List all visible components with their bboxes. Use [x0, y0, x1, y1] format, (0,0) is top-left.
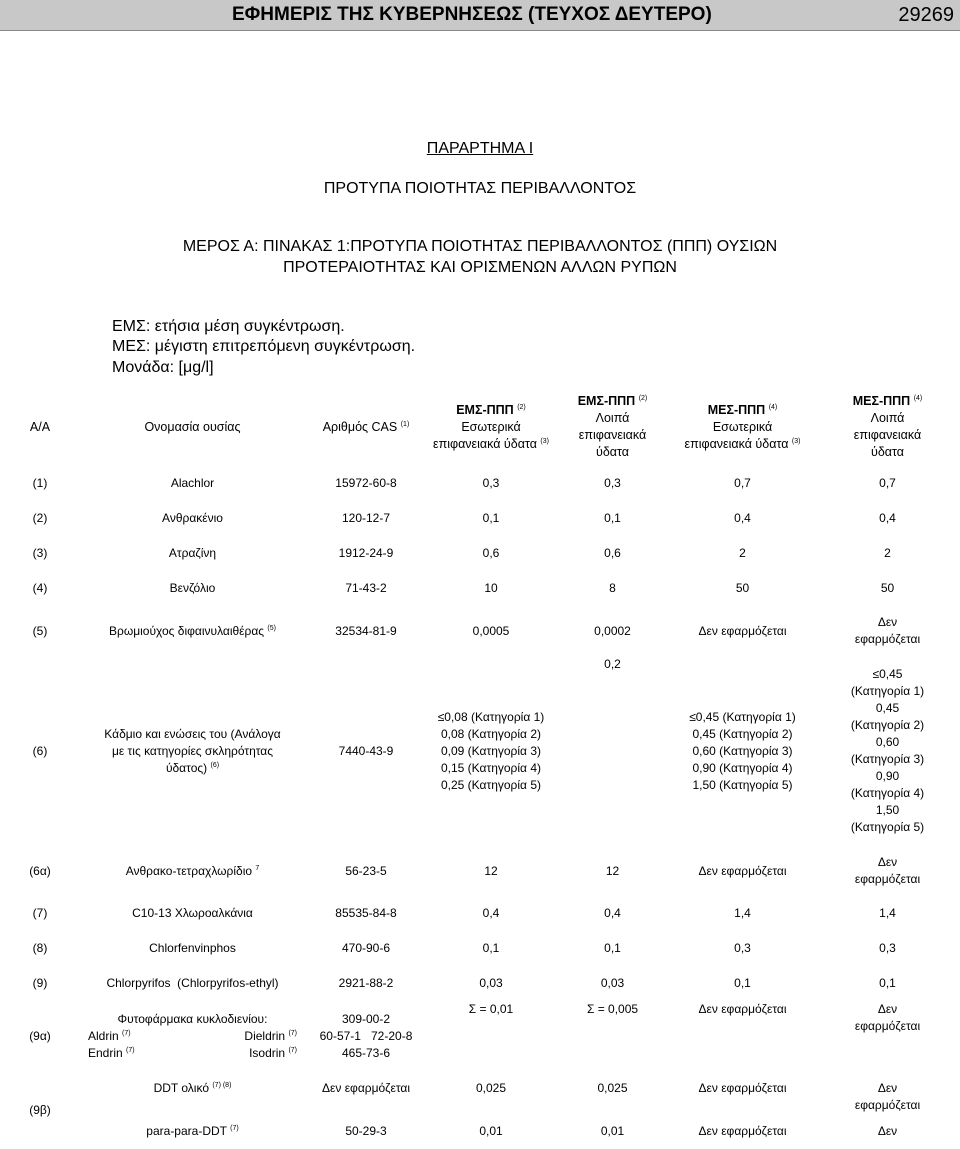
value-ems-inland: 0,1: [482, 941, 500, 955]
value-mes-other: 1,4: [879, 906, 896, 920]
value-mes-inland: 1,4: [734, 906, 751, 920]
cas-number: 56-23-5: [345, 863, 387, 878]
intro-line-mes: ΜΕΣ: μέγιστη επιτρεπόμενη συγκέντρωση.: [112, 338, 416, 355]
header-name: Ονομασία ουσίας: [144, 419, 241, 434]
value-mes-other: Δεν εφαρμόζεται: [854, 1002, 921, 1033]
annex-title: ΠΑΡΑΡΤΗΜΑ Ι: [426, 140, 534, 157]
cas-number: 32534-81-9: [335, 623, 397, 638]
table-row: [0, 606, 960, 656]
value-mes-inland: 0,3: [734, 941, 751, 955]
cas-number: 15972-60-8: [335, 476, 397, 490]
cas-number: Δεν εφαρμόζεται 50-29-3: [322, 1081, 410, 1138]
value-ems-inland: 0,025 0,01: [475, 1081, 507, 1138]
value-mes-inland: 0,1: [734, 976, 751, 990]
cas-number: 71-43-2: [345, 581, 387, 595]
header-ems-inland: ΕΜΣ-ΠΠΠ $^{(2)}$ Εσωτερικά επιφανειακά ύδατα $^{(3)}$: [433, 402, 549, 451]
value-ems-other: Σ = 0,005: [586, 1002, 639, 1016]
table-row: [0, 656, 960, 846]
value-mes-inland: Δεν εφαρμόζεται Δεν εφαρμόζεται: [698, 1081, 787, 1138]
substance-name: Alachlor: [170, 476, 215, 490]
value-mes-other: Δεν εφαρμόζεται: [854, 615, 921, 646]
header-mes-other: ΜΕΣ-ΠΠΠ $^{(4)}$ Λοιπά επιφανειακά ύδατα: [852, 394, 923, 459]
value-mes-other: Δεν εφαρμόζεται Δεν: [854, 1081, 921, 1138]
value-ems-other: 0,3: [604, 476, 621, 490]
value-ems-other: 0,2: [604, 657, 621, 671]
page-number: 29269: [898, 4, 954, 26]
value-mes-other: 0,1: [879, 976, 896, 990]
value-mes-other: ≤0,45 (Κατηγορία 1) 0,45 (Κατηγορία 2) 0,60 (Κατηγορία 3) 0,90 (Κατηγορία 4) 1,50 (Κατηγορία 5): [850, 667, 925, 834]
gazette-title: ΕΦΗΜΕΡΙΣ ΤΗΣ ΚΥΒΕΡΝΗΣΕΩΣ (ΤΕΥΧΟΣ ΔΕΥΤΕΡΟ): [232, 4, 712, 25]
table-row: [0, 966, 960, 1001]
row-aa: (5): [32, 623, 48, 638]
value-ems-other: 0,1: [604, 941, 621, 955]
row-aa: (6α): [29, 863, 51, 878]
value-ems-other: 0,6: [604, 546, 621, 560]
row-aa: (2): [32, 511, 48, 525]
value-ems-inland: Σ = 0,01: [468, 1002, 514, 1016]
value-ems-other: 0,4: [604, 906, 621, 920]
header-aa: Α/Α: [29, 419, 51, 434]
value-mes-other: 0,4: [879, 511, 896, 525]
value-ems-inland: 0,3: [482, 476, 500, 490]
value-mes-inland: 0,7: [734, 476, 751, 490]
value-ems-other: 0,1: [604, 511, 621, 525]
table-header-row: [0, 388, 960, 466]
header-mes-inland: ΜΕΣ-ΠΠΠ $^{(4)}$ Εσωτερικά επιφανειακά ύδατα $^{(3)}$: [684, 402, 801, 451]
value-mes-inland: 2: [739, 546, 746, 560]
part-title-line2: ΠΡΟΤΕΡΑΙΟΤΗΤΑΣ ΚΑΙ ΟΡΙΣΜΕΝΩΝ ΑΛΛΩΝ ΡΥΠΩΝ: [283, 259, 677, 276]
substance-name: Κάδμιο και ενώσεις του (Ανάλογα με τις κατηγορίες σκληρότητας ύδατος) $^{(6)}$: [104, 726, 281, 775]
table-row: [0, 896, 960, 931]
value-mes-other: 2: [884, 546, 891, 560]
value-ems-inland: 0,4: [482, 906, 500, 920]
table-row: [0, 846, 960, 896]
header-cas: Αριθμός CAS $^{(1)}$: [322, 419, 410, 434]
substance-name: Chlorfenvinphos: [149, 941, 236, 955]
intro-line-ems: ΕΜΣ: ετήσια μέση συγκέντρωση.: [112, 318, 345, 335]
table-row: [0, 1071, 960, 1149]
cas-number: 309-00-2 60-57-1 72-20-8 465-73-6: [319, 1011, 413, 1060]
table-row: [0, 1001, 960, 1071]
value-mes-inland: Δεν εφαρμόζεται: [698, 623, 787, 638]
value-ems-inland: 10: [484, 581, 498, 595]
value-mes-inland: 0,4: [734, 511, 751, 525]
value-ems-inland: ≤0,08 (Κατηγορία 1) 0,08 (Κατηγορία 2) 0,09 (Κατηγορία 3) 0,15 (Κατηγορία 4) 0,25 (Κατηγορία 5): [437, 709, 545, 792]
substance-name: Βρωμιούχος διφαινυλαιθέρας $^{(5)}$: [109, 623, 276, 638]
substance-name: Ατραζίνη: [168, 546, 217, 560]
row-aa: (9β): [29, 1102, 51, 1117]
row-aa: (4): [32, 581, 48, 595]
value-mes-inland: Δεν εφαρμόζεται: [698, 863, 787, 878]
row-aa: (6): [32, 743, 48, 758]
value-ems-inland: 12: [484, 863, 498, 878]
value-ems-other: 0,03: [600, 976, 625, 990]
value-mes-other: Δεν εφαρμόζεται: [854, 855, 921, 886]
value-ems-other: 0,0002: [594, 623, 631, 638]
standards-title: ΠΡΟΤΥΠΑ ΠΟΙΟΤΗΤΑΣ ΠΕΡΙΒΑΛΛΟΝΤΟΣ: [323, 180, 637, 197]
cas-number: 470-90-6: [341, 941, 391, 955]
value-ems-inland: 0,0005: [472, 623, 510, 638]
substance-name: Ανθρακο-τετραχλωρίδιο $^7$: [125, 863, 260, 878]
table-row: [0, 931, 960, 966]
value-ems-inland: 0,03: [479, 976, 503, 990]
row-aa: (3): [32, 546, 48, 560]
value-mes-inland: Δεν εφαρμόζεται: [698, 1002, 787, 1016]
quality-standards-table: [0, 388, 960, 1149]
cas-number: 120-12-7: [341, 511, 391, 525]
value-ems-inland: 0,1: [482, 511, 500, 525]
value-mes-inland: 50: [735, 581, 750, 595]
row-aa: (9α): [29, 1028, 51, 1043]
cas-number: 2921-88-2: [338, 976, 394, 990]
value-ems-inland: 0,6: [482, 546, 500, 560]
table-row: [0, 536, 960, 571]
substance-name: Ανθρακένιο: [162, 511, 223, 525]
intro-line-unit: Μονάδα: [μg/l]: [112, 359, 214, 376]
part-title-line1: ΜΕΡΟΣ Α: ΠΙΝΑΚΑΣ 1:ΠΡΟΤΥΠΑ ΠΟΙΟΤΗΤΑΣ ΠΕΡΙΒΑΛΛΟΝΤΟΣ (ΠΠΠ) ΟΥΣΙΩΝ: [182, 238, 778, 255]
substance-name: Chlorpyrifos (Chlorpyrifos-ethyl): [106, 976, 279, 990]
substance-name: Βενζόλιο: [169, 581, 216, 595]
cas-number: 85535-84-8: [335, 906, 397, 920]
table-row: [0, 571, 960, 606]
gazette-header: [0, 0, 960, 31]
row-aa: (1): [32, 476, 48, 490]
cas-number: 7440-43-9: [338, 743, 394, 758]
value-mes-other: 0,7: [879, 476, 896, 490]
table-row: [0, 501, 960, 536]
value-ems-other: 0,025 0,01: [597, 1081, 628, 1138]
substance-name: C10-13 Χλωροαλκάνια: [132, 906, 253, 920]
header-ems-other: ΕΜΣ-ΠΠΠ $^{(2)}$ Λοιπά επιφανειακά ύδατα: [577, 394, 648, 459]
substance-name: DDT ολικό $^{(7) (8)}$ para-para-DDT $^{(7)}$: [146, 1081, 239, 1138]
value-mes-other: 0,3: [879, 941, 896, 955]
cas-number: 1912-24-9: [338, 546, 394, 560]
value-ems-other: 8: [609, 581, 616, 595]
value-mes-inland: ≤0,45 (Κατηγορία 1) 0,45 (Κατηγορία 2) 0,60 (Κατηγορία 3) 0,90 (Κατηγορία 4) 1,50 (Κατηγορία 5): [689, 709, 796, 792]
row-aa: (7): [32, 906, 48, 920]
substance-name: Φυτοφάρμακα κυκλοδιενίου: Aldrin $^{(7)}$ Dieldrin $^{(7)}$ Endrin $^{(7)}$ Isodrin $^{(7)}$: [88, 1011, 297, 1060]
row-aa: (8): [32, 941, 48, 955]
table-row: [0, 466, 960, 501]
value-mes-other: 50: [880, 581, 895, 595]
value-ems-other: 12: [605, 863, 620, 878]
row-aa: (9): [32, 976, 48, 990]
